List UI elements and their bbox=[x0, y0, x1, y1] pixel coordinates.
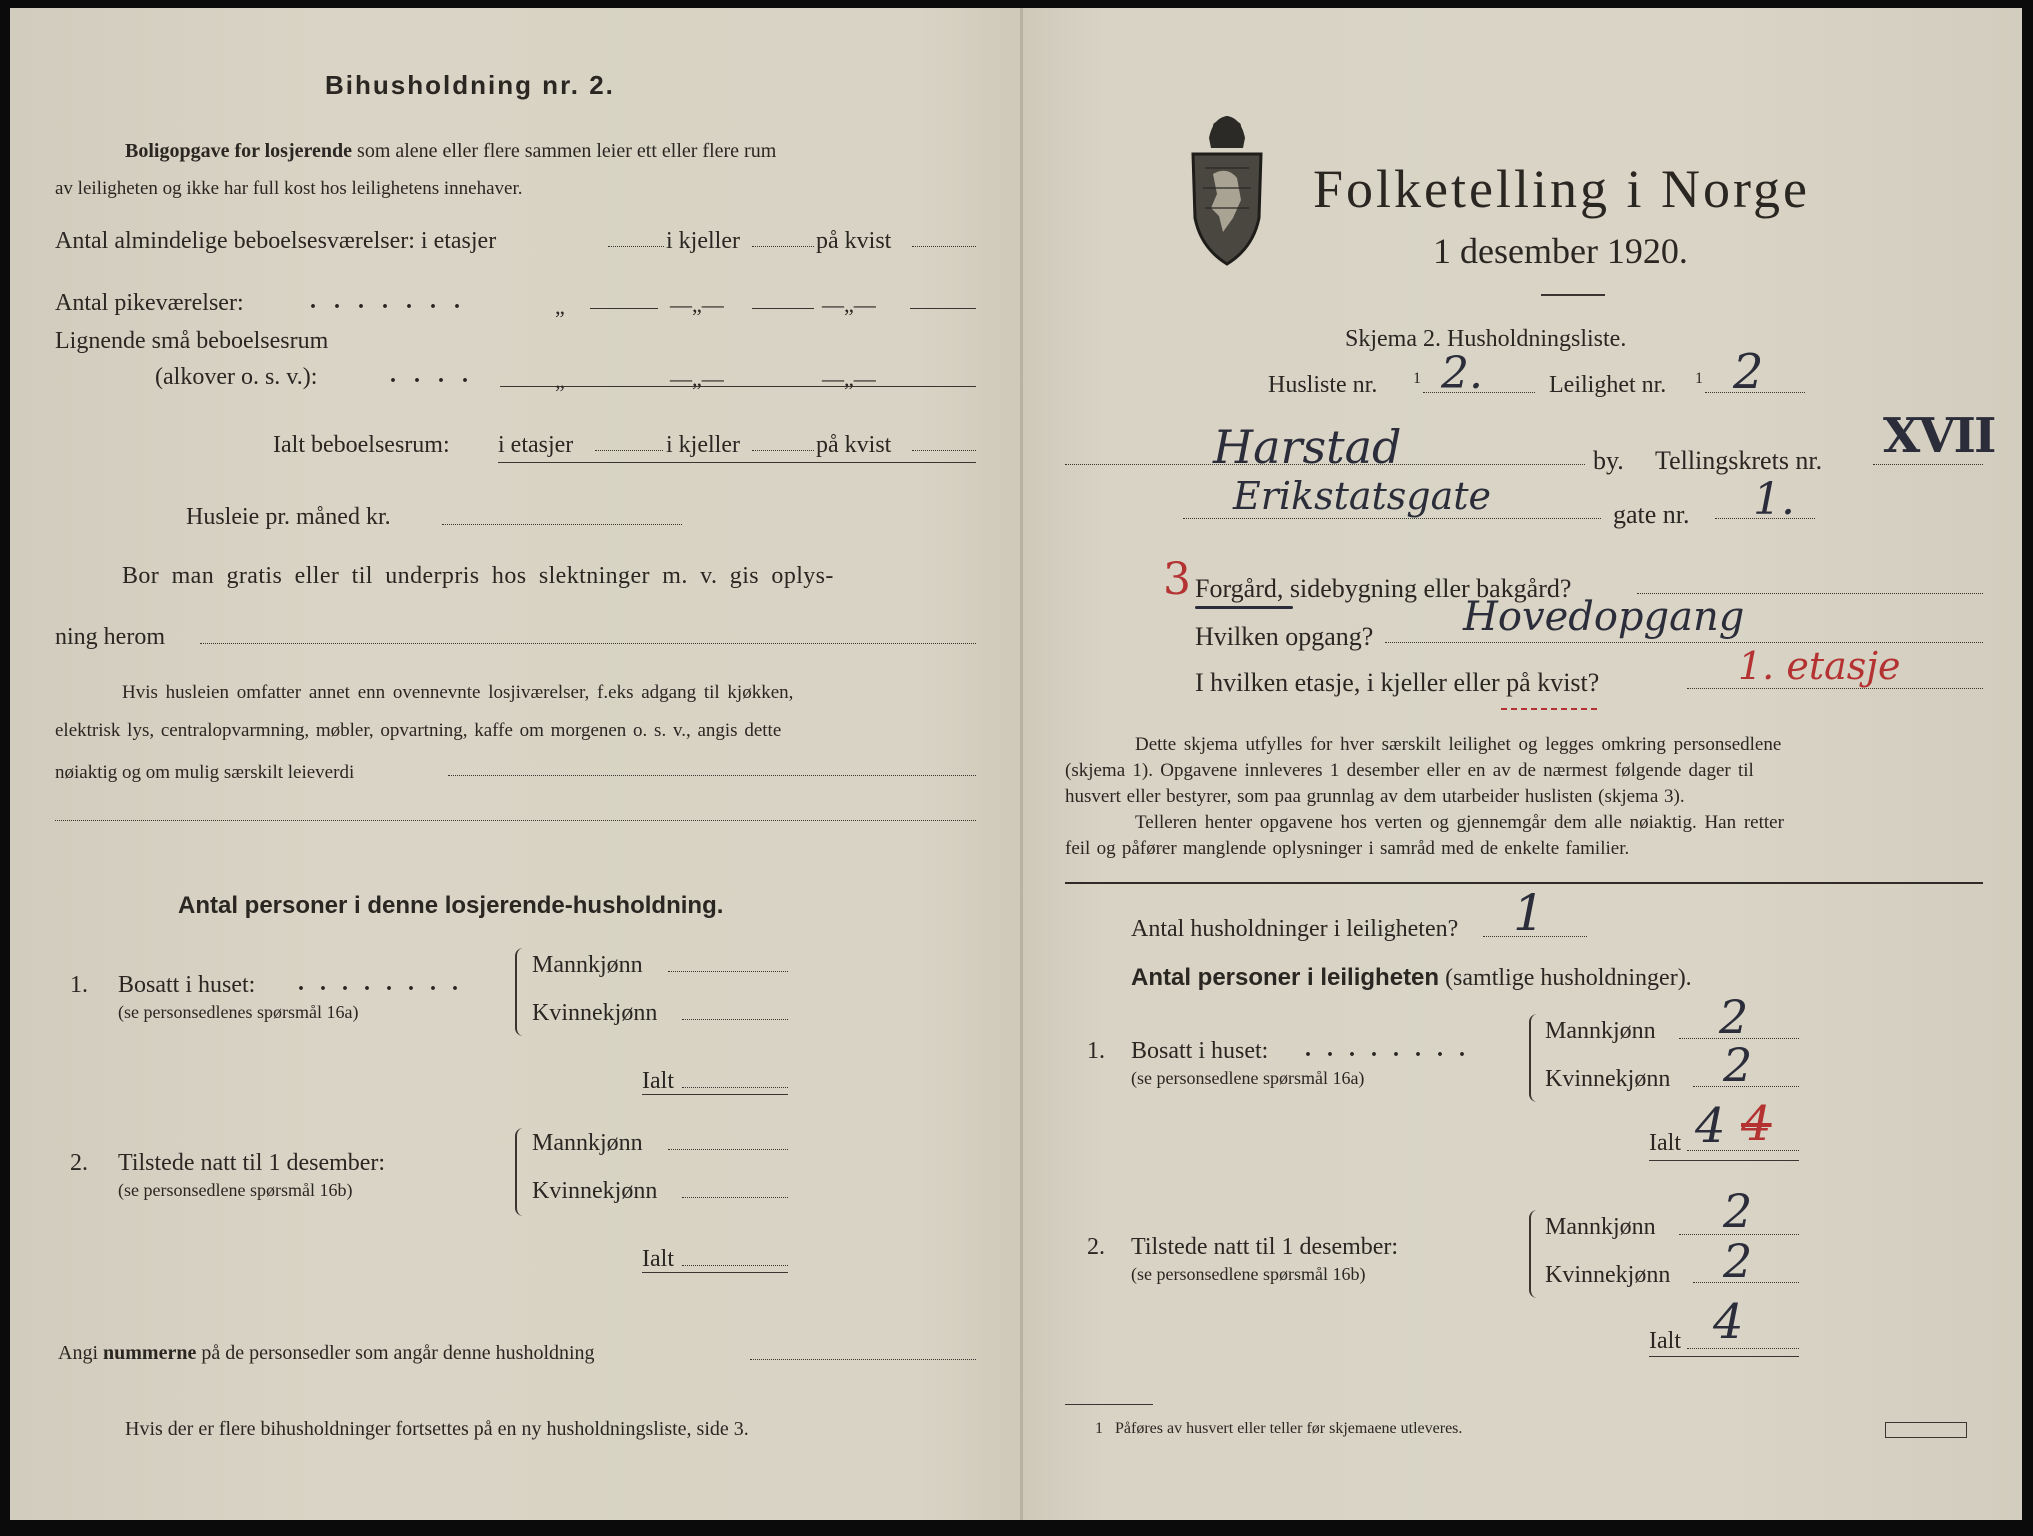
pike-label: Antal pikeværelser: bbox=[55, 290, 244, 316]
item-1-label: Bosatt i huset: bbox=[118, 972, 256, 998]
small-para-line-3: nøiaktig og om mulig særskilt leieverdi bbox=[55, 762, 355, 783]
ditto-mark: —„— bbox=[822, 366, 876, 391]
item-1-mann-field[interactable] bbox=[668, 971, 788, 972]
item-2-number: 2. bbox=[1087, 1234, 1105, 1260]
item-2-label: Tilstede natt til 1 desember: bbox=[118, 1150, 386, 1176]
ialt-etasjer-field[interactable] bbox=[595, 450, 663, 451]
city-value: Harstad bbox=[1213, 420, 1402, 474]
ditto-mark: —„— bbox=[670, 292, 724, 317]
brace bbox=[515, 1128, 527, 1216]
krets-field[interactable] bbox=[1873, 464, 1983, 465]
footnote-rule bbox=[1065, 1404, 1153, 1405]
kvinne-label: Kvinnekjønn bbox=[1545, 1066, 1671, 1092]
item-1-dots: . . . . . . . . bbox=[1305, 1036, 1470, 1062]
item-2-ialt-field[interactable] bbox=[682, 1265, 788, 1266]
mann-label: Mannkjønn bbox=[532, 1130, 643, 1156]
item-2-kvinne-field[interactable] bbox=[682, 1197, 788, 1198]
by-label: by. bbox=[1593, 446, 1624, 475]
footnote-mark: 1 bbox=[1695, 370, 1703, 387]
gratis-line-2: ning herom bbox=[55, 624, 165, 650]
item-1-number: 1. bbox=[70, 972, 88, 998]
krets-value: XVII bbox=[1883, 408, 1995, 464]
mann-label: Mannkjønn bbox=[1545, 1214, 1656, 1240]
gate-value: 1. bbox=[1753, 474, 1795, 525]
census-form-sheet bbox=[10, 8, 2022, 1520]
title-divider bbox=[1541, 294, 1605, 296]
footer-note: Hvis der er flere bihusholdninger fortsettes på en ny husholdningsliste, side 3. bbox=[125, 1418, 749, 1440]
item-1-sub: (se personsedlene spørsmål 16a) bbox=[1131, 1068, 1365, 1088]
forgard-underline bbox=[1195, 606, 1293, 609]
brace bbox=[1529, 1014, 1541, 1102]
intro-line-2: av leiligheten og ikke har full kost hos leilighetens innehaver. bbox=[55, 178, 523, 199]
forgard-label: Forgård, sidebygning eller bakgård? bbox=[1195, 574, 1572, 603]
gate-label: gate nr. bbox=[1613, 500, 1690, 529]
brace bbox=[1529, 1210, 1541, 1298]
instr-line-1: Dette skjema utfylles for hver særskilt leilighet og legges omkring personsedlene bbox=[1135, 734, 1782, 755]
form-title: Folketelling i Norge bbox=[1313, 159, 1810, 219]
angi-field[interactable] bbox=[750, 1359, 976, 1360]
ialt-label: Ialt bbox=[1649, 1328, 1681, 1354]
etasje-value: 1. etasje bbox=[1738, 644, 1901, 688]
ialt-kvist-field[interactable] bbox=[912, 450, 976, 451]
ialt-label: Ialt bbox=[1649, 1130, 1681, 1156]
ditto-mark: —„— bbox=[670, 366, 724, 391]
item-1-ialt-value: 4 bbox=[1695, 1098, 1726, 1154]
brace bbox=[515, 948, 527, 1036]
alkover-field[interactable] bbox=[500, 386, 976, 387]
etasje-red-underline bbox=[1501, 708, 1597, 710]
item-1-label: Bosatt i huset: bbox=[1131, 1038, 1269, 1064]
ditto-mark: —„— bbox=[822, 292, 876, 317]
small-para-line-1: Hvis husleien omfatter annet enn ovennevnte losjiværelser, f.eks adgang til kjøkken, bbox=[122, 682, 794, 703]
item-2-sub: (se personsedlene spørsmål 16b) bbox=[1131, 1264, 1366, 1284]
footnote-mark: 1 bbox=[1413, 370, 1421, 387]
ialt-underline bbox=[642, 1094, 788, 1095]
item-2-label: Tilstede natt til 1 desember: bbox=[1131, 1234, 1399, 1260]
persons-heading: Antal personer i denne losjerende-husholdning. bbox=[178, 892, 724, 919]
rooms-kjeller-field[interactable] bbox=[752, 246, 814, 247]
kvinne-label: Kvinnekjønn bbox=[532, 1178, 658, 1204]
pike-dots: . . . . . . . bbox=[310, 288, 466, 314]
instr-line-2: (skjema 1). Opgavene innleveres 1 desember eller en av de nærmest følgende dager til bbox=[1065, 760, 1754, 781]
item-1-number: 1. bbox=[1087, 1038, 1105, 1064]
kvinne-label: Kvinnekjønn bbox=[532, 1000, 658, 1026]
ialt-label: Ialt bbox=[642, 1068, 674, 1094]
leilighet-value: 2 bbox=[1733, 344, 1764, 400]
rooms-kvist-field[interactable] bbox=[912, 246, 976, 247]
instr-line-5: feil og påfører manglende oplysninger i samråd med de enkelte familier. bbox=[1065, 838, 1630, 859]
husleie-label: Husleie pr. måned kr. bbox=[186, 504, 391, 530]
item-1-dots: . . . . . . . . bbox=[298, 970, 463, 996]
ialt-underline bbox=[1649, 1160, 1799, 1161]
ialt-underline bbox=[498, 462, 976, 463]
right-page bbox=[1023, 8, 2022, 1520]
left-page bbox=[10, 8, 1023, 1520]
lignende-label: Lignende små beboelsesrum bbox=[55, 328, 329, 354]
item-2-mann-value: 2 bbox=[1723, 1184, 1753, 1238]
leilighet-label: Leilighet nr. bbox=[1549, 372, 1667, 398]
husliste-label: Husliste nr. bbox=[1268, 372, 1378, 398]
mann-label: Mannkjønn bbox=[1545, 1018, 1656, 1044]
street-field[interactable] bbox=[1183, 518, 1601, 519]
item-1-sub: (se personsedlenes spørsmål 16a) bbox=[118, 1002, 359, 1022]
form-date: 1 desember 1920. bbox=[1433, 231, 1688, 271]
small-para-line-2: elektrisk lys, centralopvarmning, møbler, opvartning, kaffe om morgenen o. s. v., angis dette bbox=[55, 720, 782, 741]
street-value: Erikstatsgate bbox=[1233, 474, 1492, 518]
leieverdi-field[interactable] bbox=[448, 775, 976, 776]
item-2-kvinne-value: 2 bbox=[1723, 1234, 1753, 1288]
forgard-number: 3 bbox=[1163, 554, 1191, 605]
i-etasjer-label: i etasjer bbox=[498, 432, 574, 458]
ialt-label: Ialt bbox=[642, 1246, 674, 1272]
ditto-mark: „ bbox=[555, 368, 565, 393]
paa-kvist-label: på kvist bbox=[816, 228, 892, 254]
i-kjeller-label: i kjeller bbox=[666, 432, 740, 458]
ialt-underline bbox=[642, 1272, 788, 1273]
antal-hush-label: Antal husholdninger i leiligheten? bbox=[1131, 916, 1459, 942]
ditto-mark: „ bbox=[555, 294, 565, 319]
rooms-etasjer-field[interactable] bbox=[608, 246, 664, 247]
item-2-number: 2. bbox=[70, 1150, 88, 1176]
ialt-rooms-label: Ialt beboelsesrum: bbox=[273, 432, 450, 458]
rooms-label: Antal almindelige beboelsesværelser: i etasjer bbox=[55, 228, 497, 254]
gratis-field[interactable] bbox=[200, 643, 976, 644]
instr-line-3: husvert eller bestyrer, som paa grunnlag av dem utarbeider huslisten (skjema 3). bbox=[1065, 786, 1685, 807]
item-1-kvinne-value: 2 bbox=[1723, 1038, 1753, 1092]
item-1-kvinne-field[interactable] bbox=[682, 1019, 788, 1020]
kvinne-label: Kvinnekjønn bbox=[1545, 1262, 1671, 1288]
krets-label: Tellingskrets nr. bbox=[1655, 446, 1823, 475]
item-1-ialt-field[interactable] bbox=[682, 1087, 788, 1088]
ialt-kjeller-field[interactable] bbox=[752, 450, 814, 451]
item-2-mann-field[interactable] bbox=[668, 1149, 788, 1150]
antal-hush-value: 1 bbox=[1513, 884, 1545, 942]
husliste-value: 2. bbox=[1441, 348, 1483, 399]
angi-line: Angi nummerne på de personsedler som angår denne husholdning bbox=[58, 1342, 595, 1364]
alkover-dots: . . . . bbox=[390, 362, 474, 388]
opgang-label: Hvilken opgang? bbox=[1195, 622, 1374, 651]
persons-heading: Antal personer i leiligheten (samtlige husholdninger). bbox=[1131, 964, 1692, 991]
item-2-sub: (se personsedlene spørsmål 16b) bbox=[118, 1180, 353, 1200]
printer-stamp bbox=[1885, 1422, 1967, 1438]
paa-kvist-label: på kvist bbox=[816, 432, 892, 458]
pike-kjeller-field[interactable] bbox=[752, 308, 814, 309]
item-1-ialt-correction: 4 bbox=[1741, 1096, 1772, 1152]
leieverdi-field-2[interactable] bbox=[55, 820, 976, 821]
gratis-line-1: Bor man gratis eller til underpris hos slektninger m. v. gis oplys- bbox=[122, 563, 834, 589]
footnote: 1 Påføres av husvert eller teller før skjemaene utleveres. bbox=[1095, 1420, 1463, 1437]
opgang-value: Hovedopgang bbox=[1463, 594, 1745, 640]
husleie-field[interactable] bbox=[442, 524, 682, 525]
etasje-label: I hvilken etasje, i kjeller eller på kvist? bbox=[1195, 668, 1600, 697]
i-kjeller-label: i kjeller bbox=[666, 228, 740, 254]
ialt-underline bbox=[1649, 1356, 1799, 1357]
item-1-mann-value: 2 bbox=[1719, 990, 1749, 1044]
pike-kvist-field[interactable] bbox=[910, 308, 976, 309]
alkover-label: (alkover o. s. v.): bbox=[155, 364, 318, 390]
pike-etasjer-field[interactable] bbox=[590, 308, 658, 309]
instr-line-4: Telleren henter opgavene hos verten og gjennemgår dem alle nøiaktig. Han retter bbox=[1135, 812, 1784, 833]
intro-line-1: Boligopgave for losjerende som alene eller flere sammen leier ett eller flere rum bbox=[125, 140, 777, 162]
coat-of-arms-icon bbox=[1183, 108, 1271, 270]
opgang-field[interactable] bbox=[1385, 642, 1983, 643]
schema-label: Skjema 2. Husholdningsliste. bbox=[1345, 326, 1627, 352]
mann-label: Mannkjønn bbox=[532, 952, 643, 978]
page-title: Bihusholdning nr. 2. bbox=[325, 70, 615, 100]
item-2-ialt-value: 4 bbox=[1713, 1294, 1744, 1350]
etasje-field[interactable] bbox=[1687, 688, 1983, 689]
